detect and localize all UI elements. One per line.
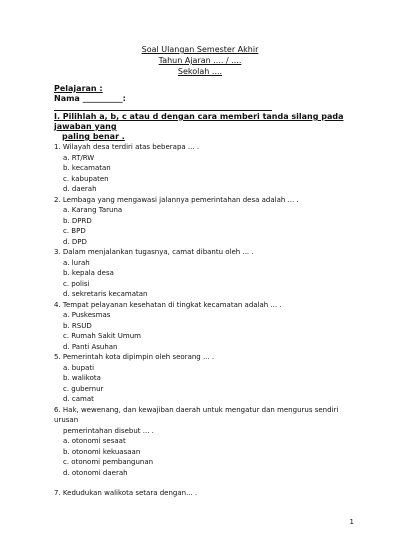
question-text-continued: pemerintahan disebut ... .: [63, 426, 154, 435]
option: a. RT/RW: [63, 153, 95, 162]
identity-block: [54, 84, 126, 104]
instruction-line-2: paling benar .: [62, 132, 125, 141]
option: c. gubernur: [63, 384, 104, 393]
question-text: 4. Tempat pelayanan kesehatan di tingkat kecamatan adalah ... .: [54, 300, 282, 309]
option: d. camat: [63, 395, 94, 403]
option: d. Panti Asuhan: [63, 342, 118, 351]
question: [54, 300, 364, 353]
question-text: 2. Lembaga yang mengawasi jalannya pemerintahan desa adalah ... .: [54, 195, 299, 204]
exam-title: Soal Ulangan Semester Akhir: [141, 45, 259, 54]
option: c. BPD: [63, 227, 86, 235]
option: a. lurah: [63, 258, 90, 267]
question-text: 6. Hak, wewenang, dan kewajiban daerah untuk mengatur dan mengurus sendiri urusan: [54, 405, 339, 424]
option: b. otonomi kekuasaan: [63, 447, 141, 456]
question: [54, 405, 364, 479]
option: c. kabupaten: [63, 174, 109, 183]
option: a. otonomi sesaat: [63, 437, 126, 445]
question-text: 1. Wilayah desa terdiri atas beberapa ... .: [54, 143, 200, 151]
option: c. polisi: [63, 279, 90, 288]
option: a. Puskesmas: [63, 311, 111, 319]
spacer: [54, 478, 364, 488]
subject-label: Pelajaran :: [54, 84, 103, 93]
option: d. sekretaris kecamatan: [63, 290, 148, 298]
instruction-line-1: I. Pilihlah a, b, c atau d dengan cara memberi tanda silang pada jawaban yang: [54, 112, 344, 131]
question: [54, 352, 364, 405]
academic-year: Tahun Ajaran .... / ....: [158, 56, 242, 65]
option: a. Karang Taruna: [63, 206, 123, 214]
question: [54, 488, 364, 499]
option: c. Rumah Sakit Umum: [63, 332, 141, 340]
page-number: 1: [349, 518, 354, 526]
option: d. daerah: [63, 185, 97, 193]
option: d. otonomi daerah: [63, 468, 128, 477]
document-header: [0, 44, 400, 77]
option: b. RSUD: [63, 321, 92, 330]
option: c. otonomi pembangunan: [63, 458, 154, 466]
school-name: Sekolah ....: [177, 67, 223, 76]
question: [54, 142, 364, 195]
option: b. DPRD: [63, 216, 92, 225]
question-text: 5. Pemerintah kota dipimpin oleh seorang ... .: [54, 353, 215, 361]
option: b. kepala desa: [63, 269, 114, 277]
option: d. DPD: [63, 237, 87, 246]
name-label: Nama __________:: [54, 94, 126, 103]
instruction: [54, 112, 364, 142]
question-list: [54, 142, 364, 499]
option: b. kecamatan: [63, 164, 111, 172]
question: [54, 247, 364, 300]
option: a. bupati: [63, 363, 95, 372]
divider-line: [54, 110, 272, 111]
option: b. walikota: [63, 374, 101, 382]
question-text: 3. Dalam menjalankan tugasnya, camat dibantu oleh ... .: [54, 248, 254, 256]
question-text: 7. Kedudukan walikota setara dengan... .: [54, 489, 198, 497]
question: [54, 195, 364, 248]
